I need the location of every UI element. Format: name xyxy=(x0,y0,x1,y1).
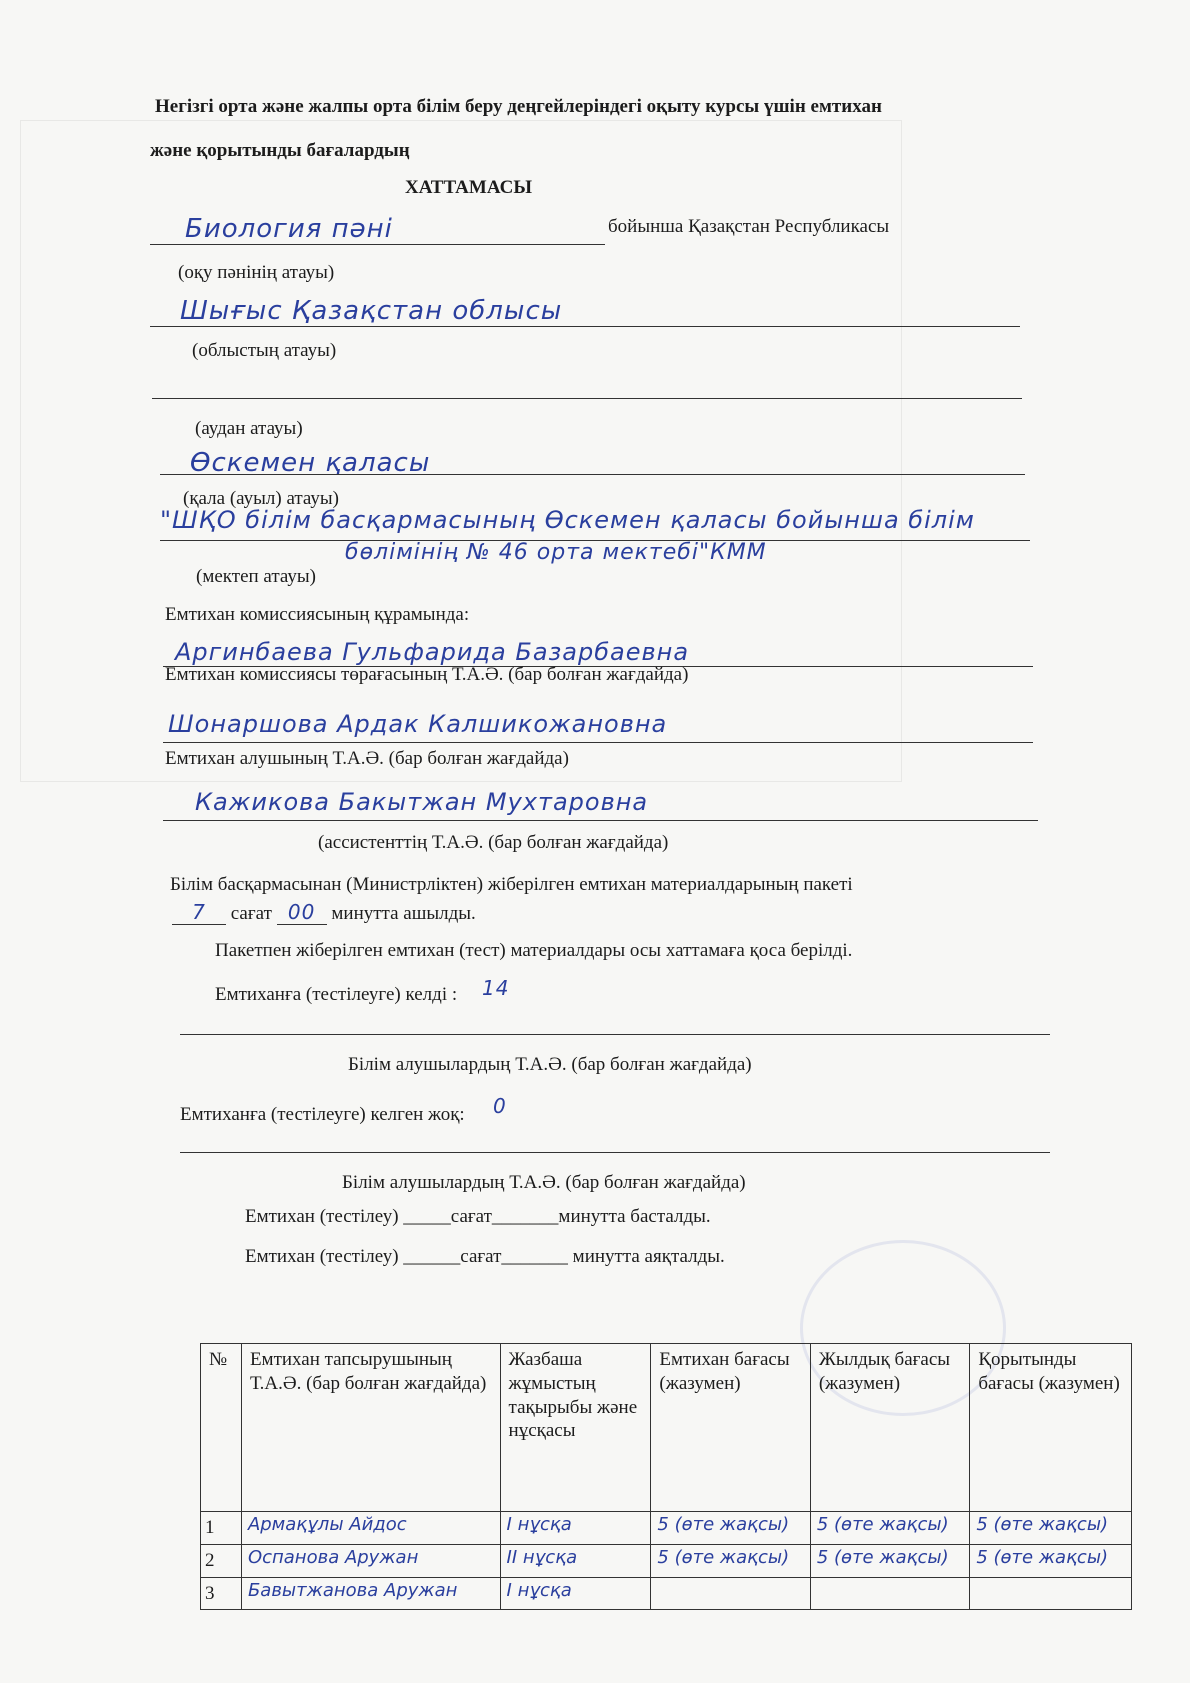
annual-grade xyxy=(810,1577,969,1610)
examiner-caption: Емтихан алушының Т.А.Ә. (бар болған жағдайда) xyxy=(165,748,569,769)
assistant-caption: (ассистенттің Т.А.Ә. (бар болған жағдайда) xyxy=(318,832,669,853)
variant: I нұсқа xyxy=(500,1577,651,1610)
district-line xyxy=(152,398,1022,399)
row-number: 2 xyxy=(201,1544,242,1577)
examiner-value: Шонаршова Ардак Калшикожановна xyxy=(168,710,668,738)
title-line-1: Негізгі орта және жалпы орта білім беру деңгейлеріндегі оқыту курсы үшін емтихан xyxy=(155,96,882,117)
city-value: Өскемен қаласы xyxy=(190,448,431,478)
absent-line xyxy=(180,1152,1050,1153)
start-prefix: Емтихан (тестілеу) _____ xyxy=(245,1206,451,1227)
final-grade: 5 (өте жақсы) xyxy=(970,1544,1132,1577)
col-header-topic: Жазбаша жұмыстың тақырыбы және нұсқасы xyxy=(500,1344,651,1512)
package-time xyxy=(172,900,476,925)
table-row xyxy=(201,1544,1132,1577)
region-caption: (облыстың атауы) xyxy=(192,340,337,361)
row-number: 1 xyxy=(201,1512,242,1545)
examiner-line xyxy=(163,742,1033,743)
absent-value: 0 xyxy=(493,1094,507,1118)
chair-value: Аргинбаева Гульфарида Базарбаевна xyxy=(175,638,690,666)
came-line xyxy=(180,1034,1050,1035)
end-time xyxy=(245,1246,725,1268)
absent-label: Емтиханға (тестілеуге) келген жоқ: xyxy=(180,1104,465,1125)
district-caption: (аудан атауы) xyxy=(195,418,303,439)
package-minute: 00 xyxy=(277,900,327,925)
absent-caption: Білім алушылардың Т.А.Ә. (бар болған жағдайда) xyxy=(342,1172,746,1193)
col-header-annual-grade: Жылдық бағасы (жазумен) xyxy=(810,1344,969,1512)
came-value: 14 xyxy=(482,976,510,1000)
region-line xyxy=(150,326,1020,327)
col-header-name: Емтихан тапсырушының Т.А.Ә. (бар болған жағдайда) xyxy=(241,1344,500,1512)
end-hour-label: сағат xyxy=(460,1246,502,1267)
variant: II нұсқа xyxy=(500,1544,651,1577)
package-minute-label: минутта ашылды. xyxy=(331,903,476,924)
final-grade xyxy=(970,1577,1132,1610)
end-prefix: Емтихан (тестілеу) ______ xyxy=(245,1246,461,1267)
came-label: Емтиханға (тестілеуге) келді : xyxy=(215,984,458,1005)
col-header-final-grade: Қорытынды бағасы (жазумен) xyxy=(970,1344,1132,1512)
exam-grade: 5 (өте жақсы) xyxy=(651,1512,810,1545)
subject-suffix: бойынша Қазақстан Республикасы xyxy=(608,216,890,237)
start-suffix: _______минутта басталды. xyxy=(491,1206,711,1227)
student-name: Оспанова Аружан xyxy=(241,1544,500,1577)
protocol-title: ХАТТАМАСЫ xyxy=(405,177,532,198)
assistant-value: Кажикова Бакытжан Мухтаровна xyxy=(195,788,649,816)
col-header-exam-grade: Емтихан бағасы (жазумен) xyxy=(651,1344,810,1512)
came-caption: Білім алушылардың Т.А.Ә. (бар болған жағдайда) xyxy=(348,1054,752,1075)
student-name: Бавытжанова Аружан xyxy=(241,1577,500,1610)
package-text: Білім басқармасынан (Министрліктен) жіберілген емтихан материалдарының пакеті xyxy=(170,874,853,895)
city-line xyxy=(160,474,1025,475)
col-header-number: № xyxy=(201,1344,242,1512)
school-value-line-2: бөлімінің № 46 орта мектебі"КММ xyxy=(345,540,767,565)
school-value-line-1: "ШҚО білім басқармасының Өскемен қаласы бойынша білім xyxy=(160,506,975,534)
table-row xyxy=(201,1577,1132,1610)
region-value: Шығыс Қазақстан облысы xyxy=(180,296,563,326)
commission-label: Емтихан комиссиясының құрамында: xyxy=(165,604,470,625)
table-row xyxy=(201,1512,1132,1545)
final-grade: 5 (өте жақсы) xyxy=(970,1512,1132,1545)
results-table xyxy=(200,1343,1132,1610)
variant: I нұсқа xyxy=(500,1512,651,1545)
annual-grade: 5 (өте жақсы) xyxy=(810,1544,969,1577)
subject-caption: (оқу пәнінің атауы) xyxy=(178,262,335,283)
subject-line xyxy=(150,244,605,245)
package-attached: Пакетпен жіберілген емтихан (тест) материалдары осы хаттамаға қоса берілді. xyxy=(215,940,853,961)
package-hour: 7 xyxy=(172,900,226,925)
school-caption: (мектеп атауы) xyxy=(196,566,316,587)
chair-caption: Емтихан комиссиясы төрағасының Т.А.Ә. (бар болған жағдайда) xyxy=(165,664,689,685)
table-header-row xyxy=(201,1344,1132,1512)
row-number: 3 xyxy=(201,1577,242,1610)
exam-grade xyxy=(651,1577,810,1610)
assistant-line xyxy=(163,820,1038,821)
city-caption: (қала (ауыл) атауы) xyxy=(183,488,339,509)
start-time xyxy=(245,1206,711,1228)
title-line-2: және қорытынды бағалардың xyxy=(150,140,410,161)
student-name: Армақұлы Айдос xyxy=(241,1512,500,1545)
end-suffix: _______ минутта аяқталды. xyxy=(501,1246,725,1267)
start-hour-label: сағат xyxy=(450,1206,492,1227)
package-hour-label: сағат xyxy=(230,903,272,924)
annual-grade: 5 (өте жақсы) xyxy=(810,1512,969,1545)
subject-value: Биология пәні xyxy=(185,214,393,244)
exam-grade: 5 (өте жақсы) xyxy=(651,1544,810,1577)
